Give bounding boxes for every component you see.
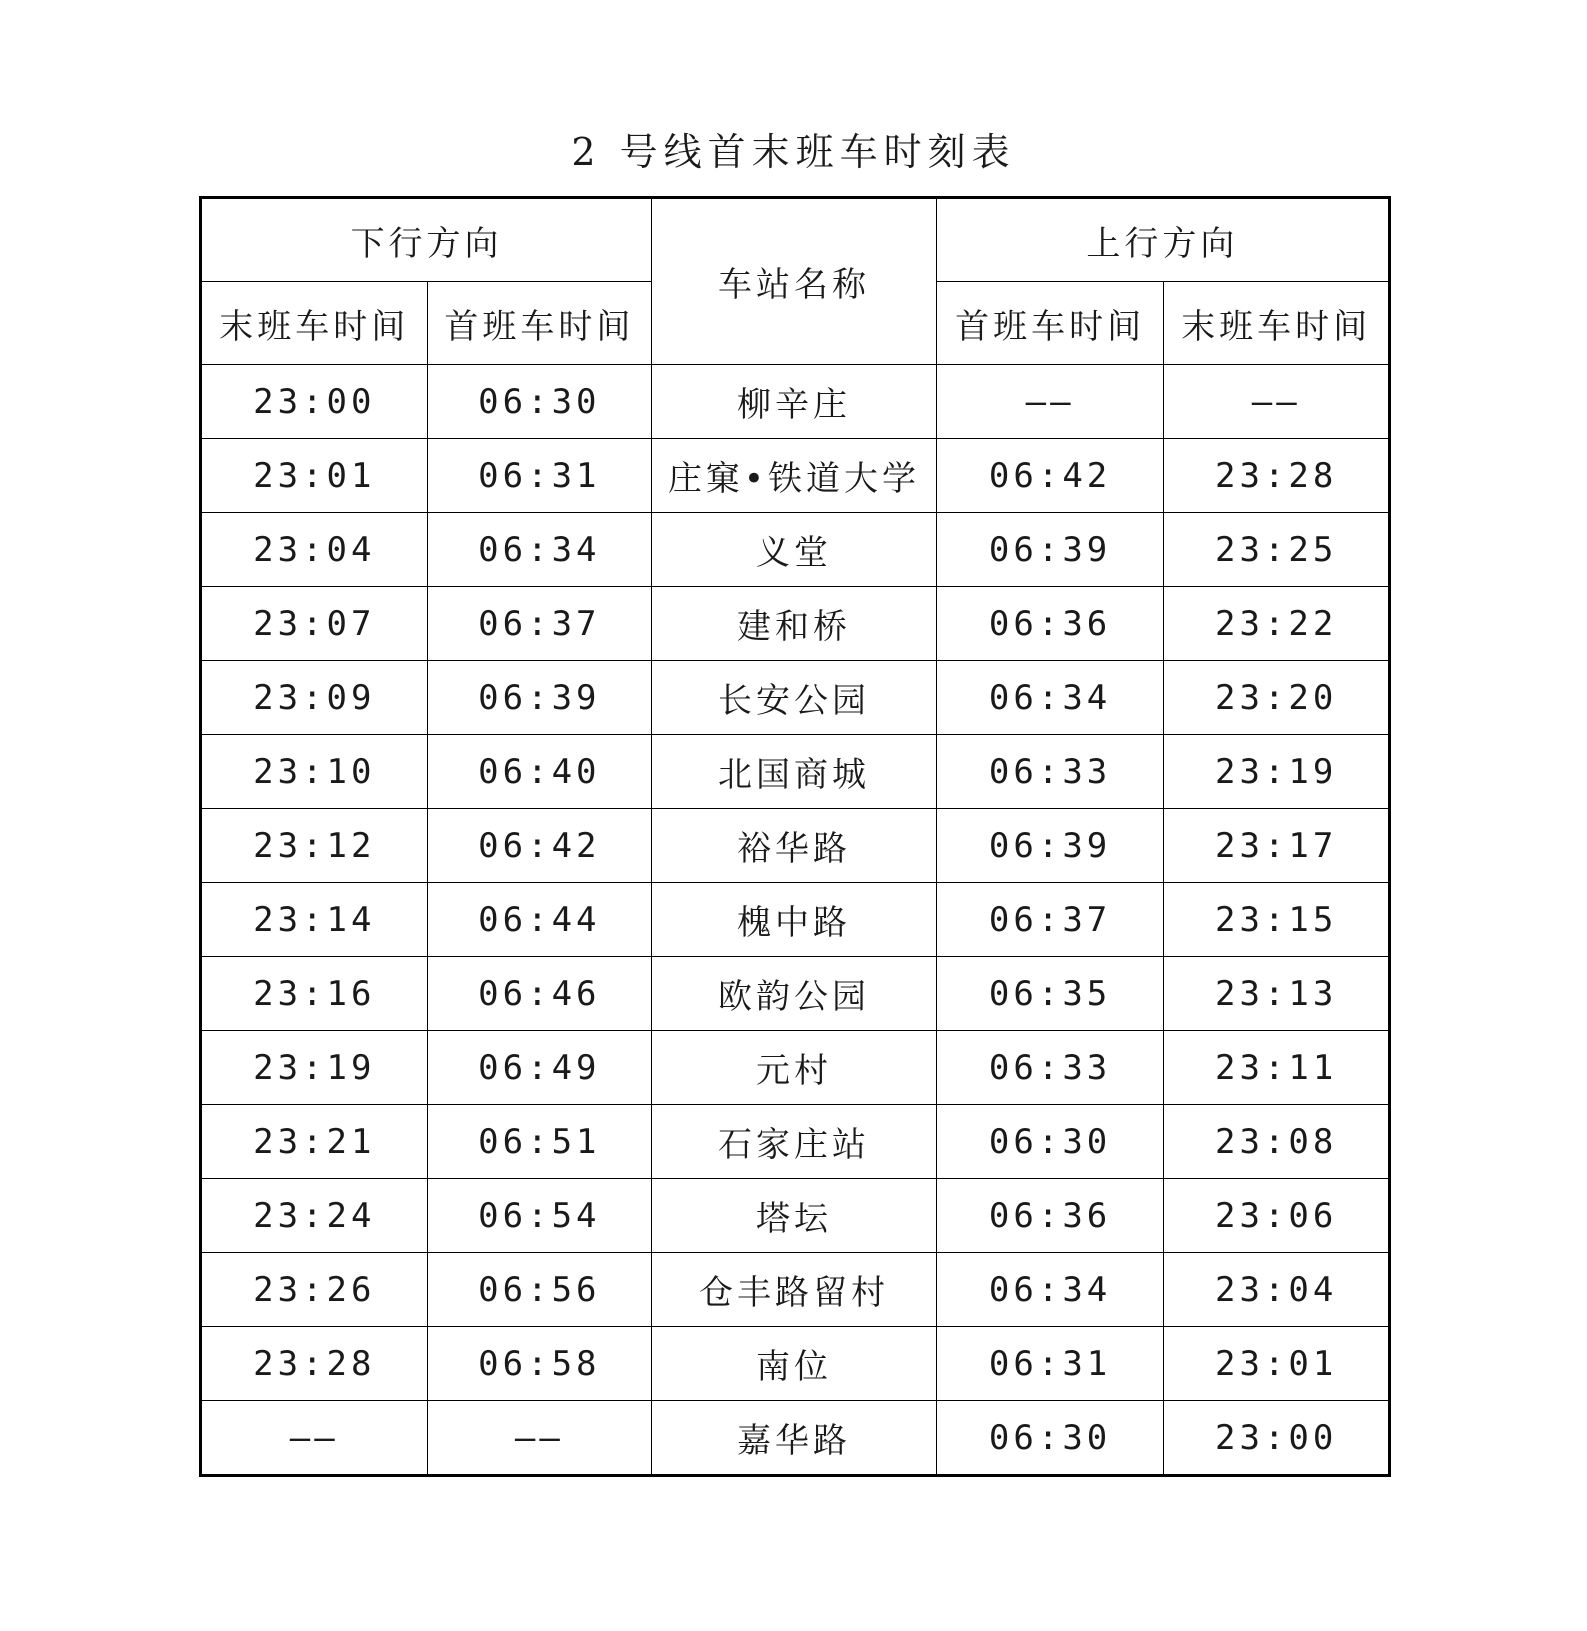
- down-last-train-cell: 23:14: [201, 883, 428, 957]
- up-first-train-cell: 06:35: [936, 957, 1164, 1031]
- down-last-train-cell: 23:12: [201, 809, 428, 883]
- station-name-cell: 欧韵公园: [652, 957, 937, 1031]
- down-first-train-cell: 06:56: [427, 1253, 652, 1327]
- down-last-train-cell: 23:19: [201, 1031, 428, 1105]
- table-row: [201, 513, 1390, 587]
- table-row: [201, 1401, 1390, 1476]
- down-first-train-header: 首班车时间: [427, 282, 652, 365]
- down-last-train-cell: 23:04: [201, 513, 428, 587]
- up-first-train-cell: 06:33: [936, 735, 1164, 809]
- station-name-cell: 南位: [652, 1327, 937, 1401]
- up-first-train-cell: 06:31: [936, 1327, 1164, 1401]
- down-first-train-cell: 06:34: [427, 513, 652, 587]
- timetable: [199, 196, 1391, 1477]
- down-first-train-cell: 06:58: [427, 1327, 652, 1401]
- down-last-train-header: 末班车时间: [201, 282, 428, 365]
- down-first-train-cell: 06:37: [427, 587, 652, 661]
- station-name-cell: 槐中路: [652, 883, 937, 957]
- table-row: [201, 1105, 1390, 1179]
- up-last-train-cell: 23:22: [1164, 587, 1390, 661]
- station-name-cell: 长安公园: [652, 661, 937, 735]
- table-row: [201, 439, 1390, 513]
- up-direction-header: 上行方向: [936, 198, 1389, 282]
- down-first-train-cell: 06:42: [427, 809, 652, 883]
- up-last-train-cell: 23:25: [1164, 513, 1390, 587]
- station-name-cell: 嘉华路: [652, 1401, 937, 1476]
- station-name-cell: 柳辛庄: [652, 365, 937, 439]
- down-last-train-cell: 23:00: [201, 365, 428, 439]
- up-first-train-cell: 06:37: [936, 883, 1164, 957]
- down-last-train-cell: 23:10: [201, 735, 428, 809]
- down-first-train-cell: ——: [427, 1401, 652, 1476]
- table-row: [201, 365, 1390, 439]
- page-title: 2 号线首末班车时刻表: [571, 130, 1016, 174]
- up-last-train-cell: 23:13: [1164, 957, 1390, 1031]
- header-row-directions: [201, 198, 1390, 282]
- up-last-train-cell: 23:20: [1164, 661, 1390, 735]
- station-name-cell: 义堂: [652, 513, 937, 587]
- up-last-train-cell: 23:19: [1164, 735, 1390, 809]
- down-last-train-cell: ——: [201, 1401, 428, 1476]
- down-last-train-cell: 23:21: [201, 1105, 428, 1179]
- up-last-train-header: 末班车时间: [1164, 282, 1390, 365]
- table-row: [201, 1327, 1390, 1401]
- table-row: [201, 1031, 1390, 1105]
- station-name-cell: 石家庄站: [652, 1105, 937, 1179]
- up-last-train-cell: ——: [1164, 365, 1390, 439]
- down-last-train-cell: 23:24: [201, 1179, 428, 1253]
- table-row: [201, 661, 1390, 735]
- down-first-train-cell: 06:30: [427, 365, 652, 439]
- up-first-train-cell: 06:39: [936, 809, 1164, 883]
- table-row: [201, 587, 1390, 661]
- up-last-train-cell: 23:04: [1164, 1253, 1390, 1327]
- up-first-train-cell: 06:34: [936, 1253, 1164, 1327]
- down-first-train-cell: 06:44: [427, 883, 652, 957]
- station-name-cell: 元村: [652, 1031, 937, 1105]
- down-last-train-cell: 23:28: [201, 1327, 428, 1401]
- down-first-train-cell: 06:54: [427, 1179, 652, 1253]
- table-row: [201, 735, 1390, 809]
- down-first-train-cell: 06:31: [427, 439, 652, 513]
- table-row: [201, 883, 1390, 957]
- down-first-train-cell: 06:49: [427, 1031, 652, 1105]
- down-first-train-cell: 06:39: [427, 661, 652, 735]
- down-last-train-cell: 23:16: [201, 957, 428, 1031]
- station-name-cell: 仓丰路留村: [652, 1253, 937, 1327]
- up-first-train-cell: 06:30: [936, 1401, 1164, 1476]
- up-first-train-cell: 06:36: [936, 587, 1164, 661]
- down-last-train-cell: 23:09: [201, 661, 428, 735]
- up-last-train-cell: 23:11: [1164, 1031, 1390, 1105]
- up-first-train-cell: 06:42: [936, 439, 1164, 513]
- down-first-train-cell: 06:40: [427, 735, 652, 809]
- down-last-train-cell: 23:07: [201, 587, 428, 661]
- station-name-cell: 塔坛: [652, 1179, 937, 1253]
- station-name-cell: 北国商城: [652, 735, 937, 809]
- up-first-train-header: 首班车时间: [936, 282, 1164, 365]
- down-last-train-cell: 23:01: [201, 439, 428, 513]
- up-first-train-cell: 06:33: [936, 1031, 1164, 1105]
- station-name-header: 车站名称: [652, 198, 937, 365]
- down-first-train-cell: 06:51: [427, 1105, 652, 1179]
- station-name-cell: 裕华路: [652, 809, 937, 883]
- station-name-cell: 庄窠•铁道大学: [652, 439, 937, 513]
- table-row: [201, 957, 1390, 1031]
- up-last-train-cell: 23:28: [1164, 439, 1390, 513]
- timetable-body: [201, 198, 1390, 1476]
- up-last-train-cell: 23:17: [1164, 809, 1390, 883]
- up-first-train-cell: 06:39: [936, 513, 1164, 587]
- up-last-train-cell: 23:01: [1164, 1327, 1390, 1401]
- down-last-train-cell: 23:26: [201, 1253, 428, 1327]
- up-last-train-cell: 23:00: [1164, 1401, 1390, 1476]
- down-first-train-cell: 06:46: [427, 957, 652, 1031]
- table-row: [201, 1253, 1390, 1327]
- up-last-train-cell: 23:15: [1164, 883, 1390, 957]
- up-last-train-cell: 23:08: [1164, 1105, 1390, 1179]
- station-name-cell: 建和桥: [652, 587, 937, 661]
- up-last-train-cell: 23:06: [1164, 1179, 1390, 1253]
- up-first-train-cell: 06:34: [936, 661, 1164, 735]
- down-direction-header: 下行方向: [201, 198, 652, 282]
- up-first-train-cell: ——: [936, 365, 1164, 439]
- table-row: [201, 809, 1390, 883]
- table-row: [201, 1179, 1390, 1253]
- up-first-train-cell: 06:36: [936, 1179, 1164, 1253]
- up-first-train-cell: 06:30: [936, 1105, 1164, 1179]
